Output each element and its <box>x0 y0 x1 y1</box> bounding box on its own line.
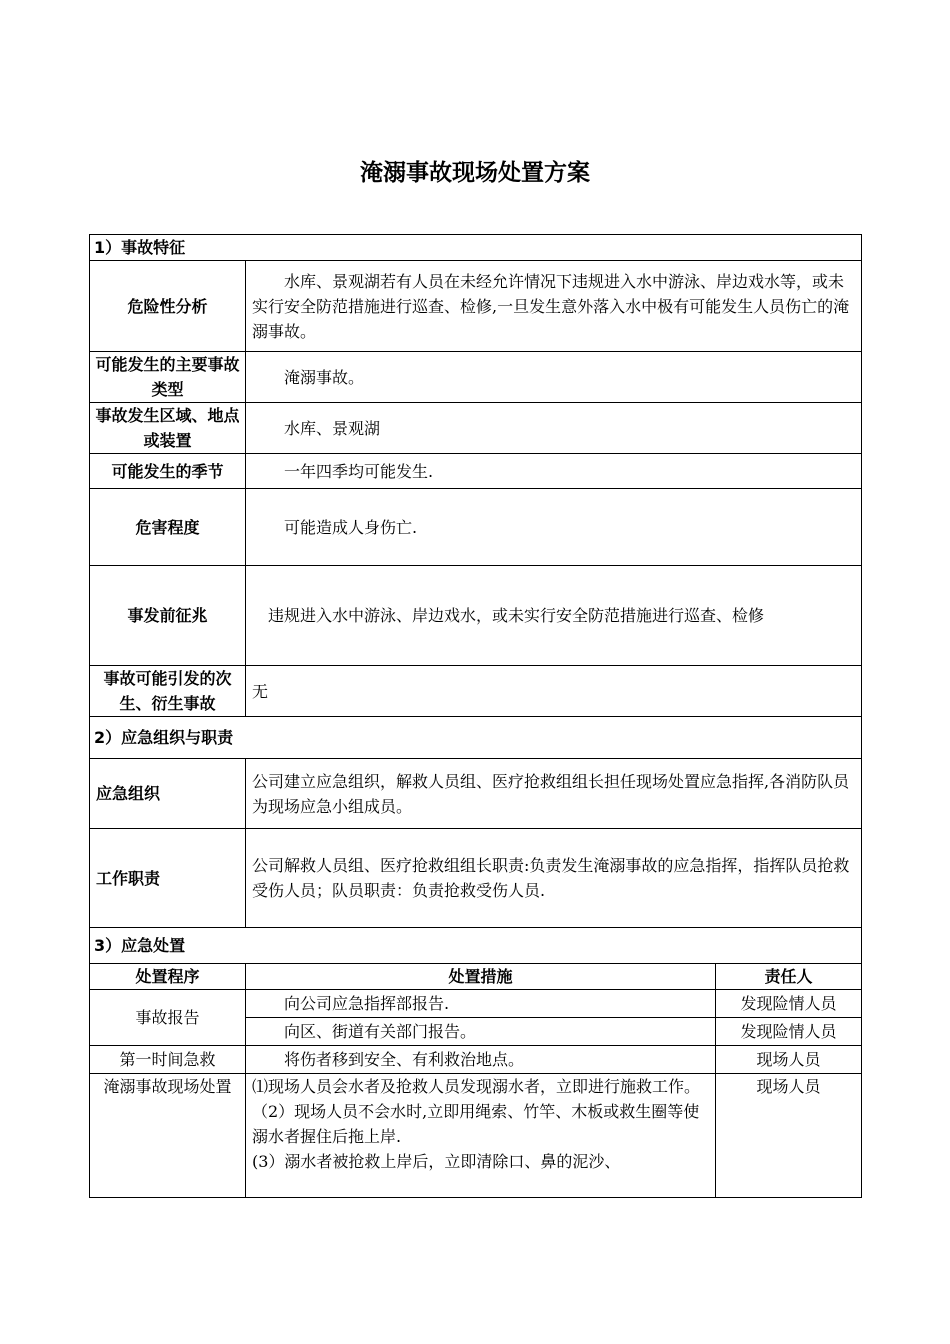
label-secondary-accident: 事故可能引发的次生、衍生事故 <box>90 666 246 717</box>
value-hazard-analysis: 水库、景观湖若有人员在未经允许情况下违规进入水中游泳、岸边戏水等，或未实行安全防范措施进行巡查、检修,一旦发生意外落入水中极有可能发生人员伤亡的淹溺事故。 <box>246 261 862 352</box>
column-header-measures: 处置措施 <box>246 964 716 990</box>
row-emergency-org <box>90 759 862 829</box>
row-first-aid <box>90 1046 862 1074</box>
row-hazard-analysis <box>90 261 862 352</box>
label-accident-location: 事故发生区域、地点或装置 <box>90 403 246 454</box>
section-2-heading: 2）应急组织与职责 <box>90 717 862 759</box>
label-season: 可能发生的季节 <box>90 454 246 489</box>
section-3-header-row <box>90 964 862 990</box>
measures-onsite-handling <box>246 1074 716 1198</box>
measure-onsite-2: （2）现场人员不会水时,立即用绳索、竹竿、木板或救生圈等使溺水者握住后拖上岸. <box>252 1102 700 1146</box>
label-emergency-org: 应急组织 <box>90 759 246 829</box>
row-report-1 <box>90 990 862 1018</box>
row-season <box>90 454 862 489</box>
value-secondary-accident: 无 <box>246 666 862 717</box>
label-duties: 工作职责 <box>90 829 246 928</box>
emergency-plan-table <box>89 234 862 1198</box>
row-accident-location <box>90 403 862 454</box>
person-first-aid: 现场人员 <box>716 1046 862 1074</box>
value-duties: 公司解救人员组、医疗抢救组组长职责:负责发生淹溺事故的应急指挥，指挥队员抢救受伤人员；队员职责：负责抢救受伤人员. <box>246 829 862 928</box>
value-severity: 可能造成人身伤亡. <box>246 489 862 566</box>
person-onsite-handling: 现场人员 <box>716 1074 862 1198</box>
step-onsite-handling: 淹溺事故现场处置 <box>90 1074 246 1198</box>
row-accident-type <box>90 352 862 403</box>
label-hazard-analysis: 危险性分析 <box>90 261 246 352</box>
label-severity: 危害程度 <box>90 489 246 566</box>
column-header-responsible: 责任人 <box>716 964 862 990</box>
measure-onsite-1: ⑴现场人员会水者及抢救人员发现溺水者，立即进行施救工作。 <box>252 1077 701 1096</box>
section-2-row <box>90 717 862 759</box>
measure-report-company: 向公司应急指挥部报告. <box>246 990 716 1018</box>
step-first-aid: 第一时间急救 <box>90 1046 246 1074</box>
value-accident-location: 水库、景观湖 <box>246 403 862 454</box>
step-accident-report: 事故报告 <box>90 990 246 1046</box>
measure-report-district: 向区、街道有关部门报告。 <box>246 1018 716 1046</box>
column-header-procedure: 处置程序 <box>90 964 246 990</box>
value-accident-type: 淹溺事故。 <box>246 352 862 403</box>
label-accident-type: 可能发生的主要事故类型 <box>90 352 246 403</box>
value-precursor: 违规进入水中游泳、岸边戏水，或未实行安全防范措施进行巡查、检修 <box>246 566 862 666</box>
value-season: 一年四季均可能发生. <box>246 454 862 489</box>
person-report-company: 发现险情人员 <box>716 990 862 1018</box>
row-secondary-accident <box>90 666 862 717</box>
row-severity <box>90 489 862 566</box>
row-precursor <box>90 566 862 666</box>
row-duties <box>90 829 862 928</box>
measure-first-aid: 将伤者移到安全、有利救治地点。 <box>246 1046 716 1074</box>
label-precursor: 事发前征兆 <box>90 566 246 666</box>
section-1-heading: 1）事故特征 <box>90 235 862 261</box>
page-title: 淹溺事故现场处置方案 <box>360 160 590 186</box>
person-report-district: 发现险情人员 <box>716 1018 862 1046</box>
section-3-row <box>90 928 862 964</box>
row-onsite-handling <box>90 1074 862 1198</box>
value-emergency-org: 公司建立应急组织，解救人员组、医疗抢救组组长担任现场处置应急指挥,各消防队员为现场应急小组成员。 <box>246 759 862 829</box>
section-1-row <box>90 235 862 261</box>
section-3-heading: 3）应急处置 <box>90 928 862 964</box>
measure-onsite-3: (3）溺水者被抢救上岸后，立即清除口、鼻的泥沙、 <box>252 1152 621 1171</box>
